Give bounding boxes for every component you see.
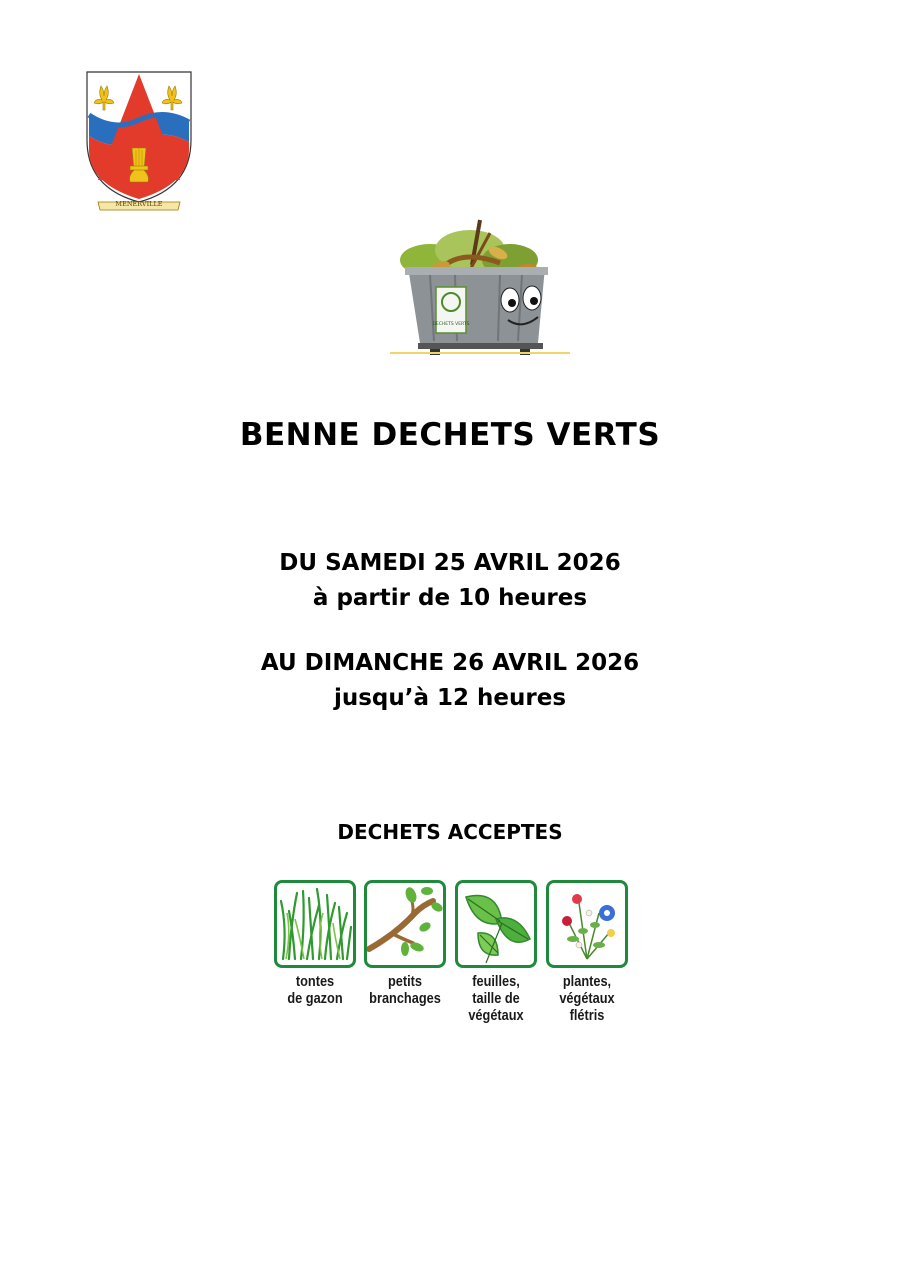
category-label: tontes de gazon <box>287 974 343 1007</box>
category-grass <box>274 880 356 1008</box>
end-date: AU DIMANCHE 26 AVRIL 2026 <box>260 650 640 676</box>
branch-icon <box>364 880 446 968</box>
green-waste-bin-icon <box>350 215 590 360</box>
crest-banner-text: MENERVILLE <box>115 200 163 208</box>
bin-label: DECHETS VERTS <box>432 322 470 327</box>
category-branches <box>364 880 446 1008</box>
leaves-icon <box>455 880 537 968</box>
category-leaves <box>455 880 537 1025</box>
start-time: à partir de 10 heures <box>312 585 588 611</box>
page-title: BENNE DECHETS VERTS <box>239 417 661 453</box>
flowers-icon <box>546 880 628 968</box>
coat-of-arms-icon <box>84 70 194 215</box>
category-label: petits branchages <box>369 974 441 1007</box>
grass-icon <box>274 880 356 968</box>
end-time: jusqu’à 12 heures <box>333 685 567 711</box>
category-plants <box>546 880 628 1025</box>
accepted-waste-title: DECHETS ACCEPTES <box>337 820 563 844</box>
category-label: feuilles, taille de végétaux <box>468 974 524 1024</box>
category-label: plantes, végétaux flétris <box>559 974 615 1024</box>
start-date: DU SAMEDI 25 AVRIL 2026 <box>279 550 621 576</box>
